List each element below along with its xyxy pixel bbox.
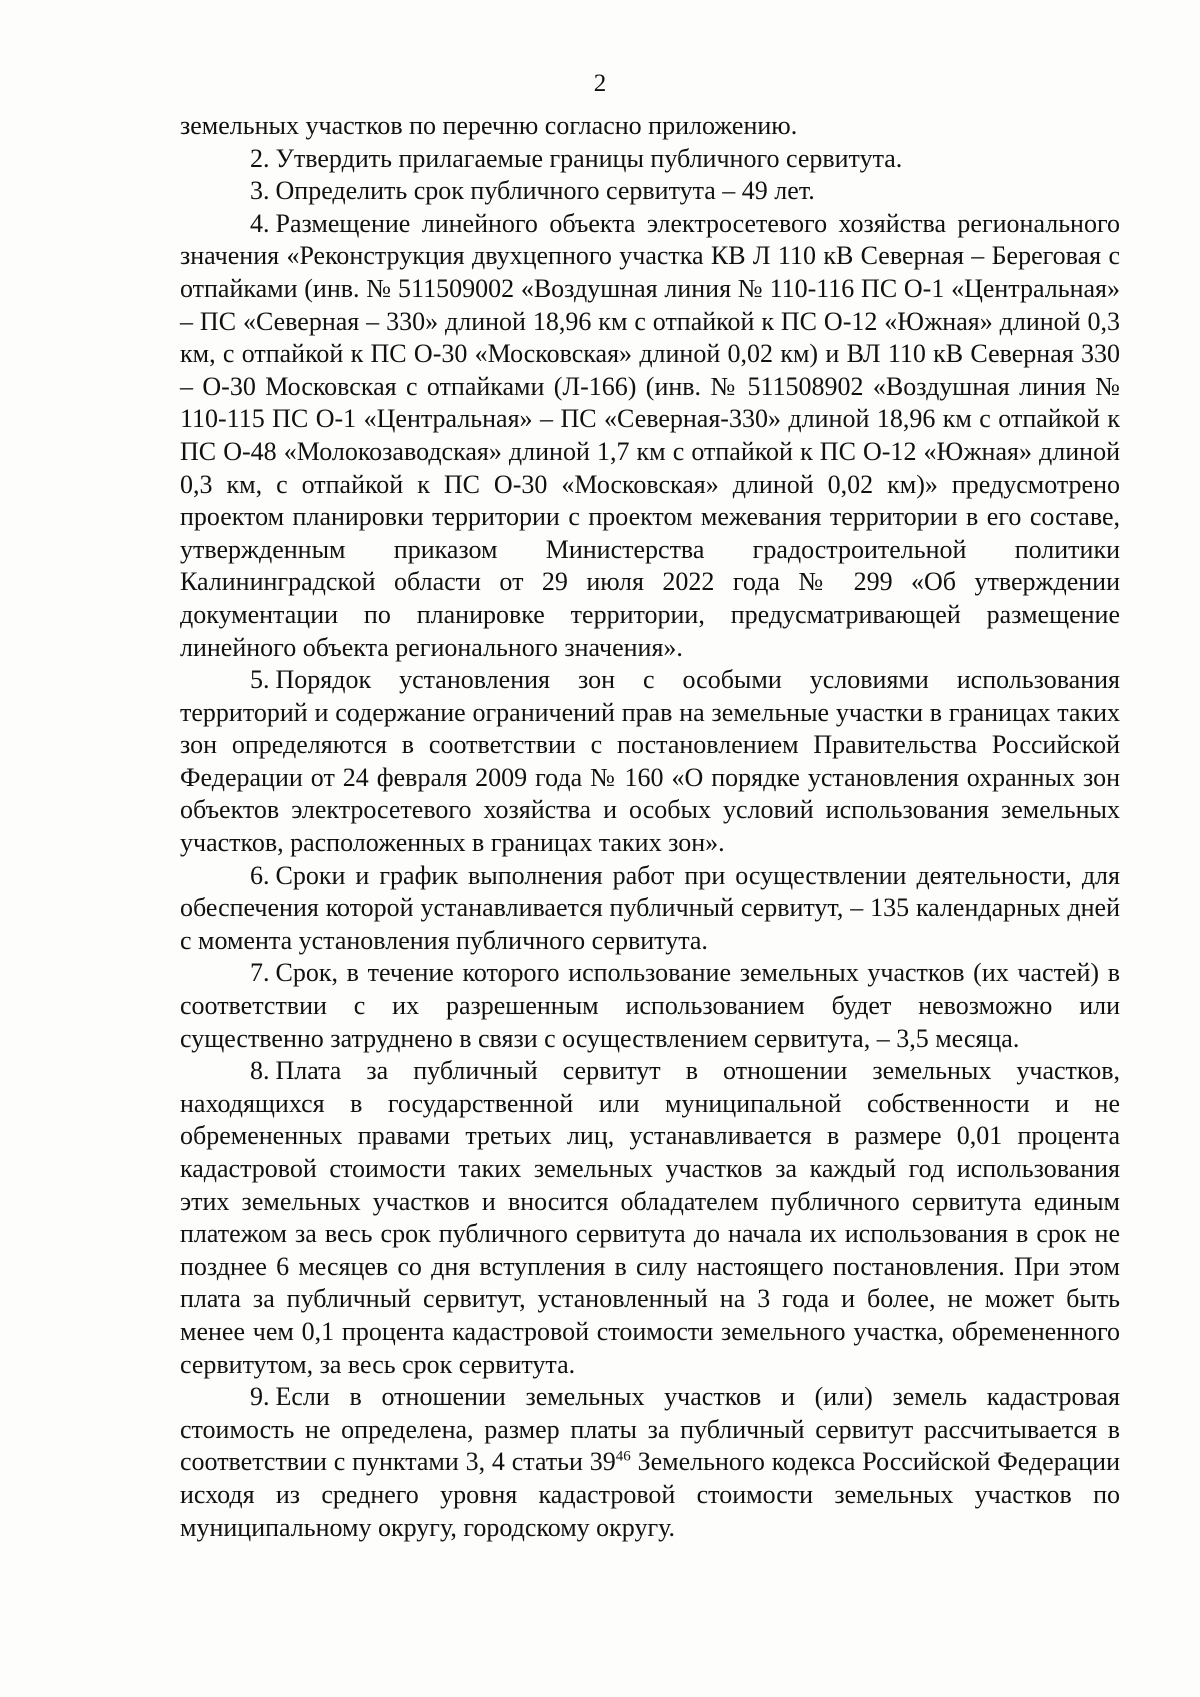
- paragraph-number: 4.: [250, 208, 270, 238]
- paragraph-3: [180, 175, 1120, 208]
- paragraph-text: Если в отношении земельных участков и (или) земель кадастровая стоимость не определена, размер платы за публичный сервитут рассчитывается в соответствии с пунктами 3, 4 статьи 39: [180, 1382, 1120, 1477]
- document-body: [180, 110, 1120, 1544]
- article-superscript: 46: [615, 1448, 631, 1465]
- paragraph-text: Определить срок публичного сервитута – 49 лет.: [275, 176, 815, 206]
- paragraph-1-continuation: [180, 110, 1120, 143]
- paragraph-number: 3.: [250, 176, 270, 206]
- paragraph-number: 6.: [250, 860, 270, 890]
- paragraph-number: 8.: [250, 1056, 270, 1086]
- paragraph-text: Сроки и график выполнения работ при осуществлении деятельности, для обеспечения которой устанавливается публичный сервитут, – 135 календарных дней с момента установления публичного сервитута.: [180, 860, 1120, 955]
- paragraph-text: Утвердить прилагаемые границы публичного сервитута.: [275, 143, 903, 173]
- paragraph-5: [180, 664, 1120, 860]
- paragraph-4: [180, 208, 1120, 664]
- paragraph-number: 2.: [250, 143, 270, 173]
- paragraph-number: 9.: [250, 1382, 270, 1412]
- paragraph-text: Срок, в течение которого использование земельных участков (их частей) в соответствии с их разрешенным использованием будет невозможно или существенно затруднено в связи с осуществлением сервитута, – 3,5 месяца.: [180, 958, 1120, 1053]
- paragraph-8: [180, 1055, 1120, 1381]
- paragraph-text: Порядок установления зон с особыми условиями использования территорий и содержание ограничений прав на земельные участки в границах таких зон определяются в соответствии с постановлением Правительства Российской Федерации от 24 февраля 2009 года № 160 «О порядке установления охранных зон объектов электросетевого хозяйства и особых условий использования земельных участков, расположенных в границах таких зон».: [180, 665, 1120, 858]
- paragraph-7: [180, 957, 1120, 1055]
- paragraph-text: земельных участков по перечню согласно приложению.: [180, 111, 798, 140]
- paragraph-number: 5.: [250, 665, 270, 695]
- paragraph-9: [180, 1381, 1120, 1544]
- paragraph-2: [180, 143, 1120, 176]
- paragraph-text: Плата за публичный сервитут в отношении земельных участков, находящихся в государственной или муниципальной собственности и не обремененных правами третьих лиц, устанавливается в размере 0,01 процента кадастровой стоимости таких земельных участков за каждый год использования этих земельных участков и вносится обладателем публичного сервитута единым платежом за весь срок публичного сервитута до начала их использования в срок не позднее 6 месяцев со дня вступления в силу настоящего постановления. При этом плата за публичный сервитут, установленный на 3 года и более, не может быть менее чем 0,1 процента кадастровой стоимости земельного участка, обремененного сервитутом, за весь срок сервитута.: [180, 1056, 1120, 1379]
- paragraph-6: [180, 860, 1120, 958]
- paragraph-text-after: Земельного кодекса Российской Федерации исходя из среднего уровня кадастровой стоимости земельных участков по муниципальному округу, городскому округу.: [180, 1447, 1121, 1542]
- paragraph-number: 7.: [250, 958, 270, 988]
- page-number: 2: [593, 70, 607, 97]
- paragraph-text: Размещение линейного объекта электросетевого хозяйства регионального значения «Реконструкция двухцепного участка КВ Л 110 кВ Северная – Береговая с отпайками (инв. № 511509002 «Воздушная линия № 110-116 ПС О-1 «Центральная» – ПС «Северная – 330» длиной 18,96 км с отпайкой к ПС О-12 «Южная» длиной 0,3 км, с отпайкой к ПС О-30 «Московская» длиной 0,02 км) и ВЛ 110 кВ Северная 330 – О-30 Московская с отпайками (Л-166) (инв. № 511508902 «Воздушная линия № 110-115 ПС О-1 «Центральная» – ПС «Северная-330» длиной 18,96 км с отпайкой к ПС О-48 «Молокозаводская» длиной 1,7 км с отпайкой к ПС О-12 «Южная» длиной 0,3 км, с отпайкой к ПС О-30 «Московская» длиной 0,02 км)» предусмотрено проектом планировки территории с проектом межевания территории в его составе, утвержденным приказом Министерства градостроительной политики Калининградской области от 29 июля 2022 года № 299 «Об утверждении документации по планировке территории, предусматривающей размещение линейного объекта регионального значения».: [180, 208, 1120, 662]
